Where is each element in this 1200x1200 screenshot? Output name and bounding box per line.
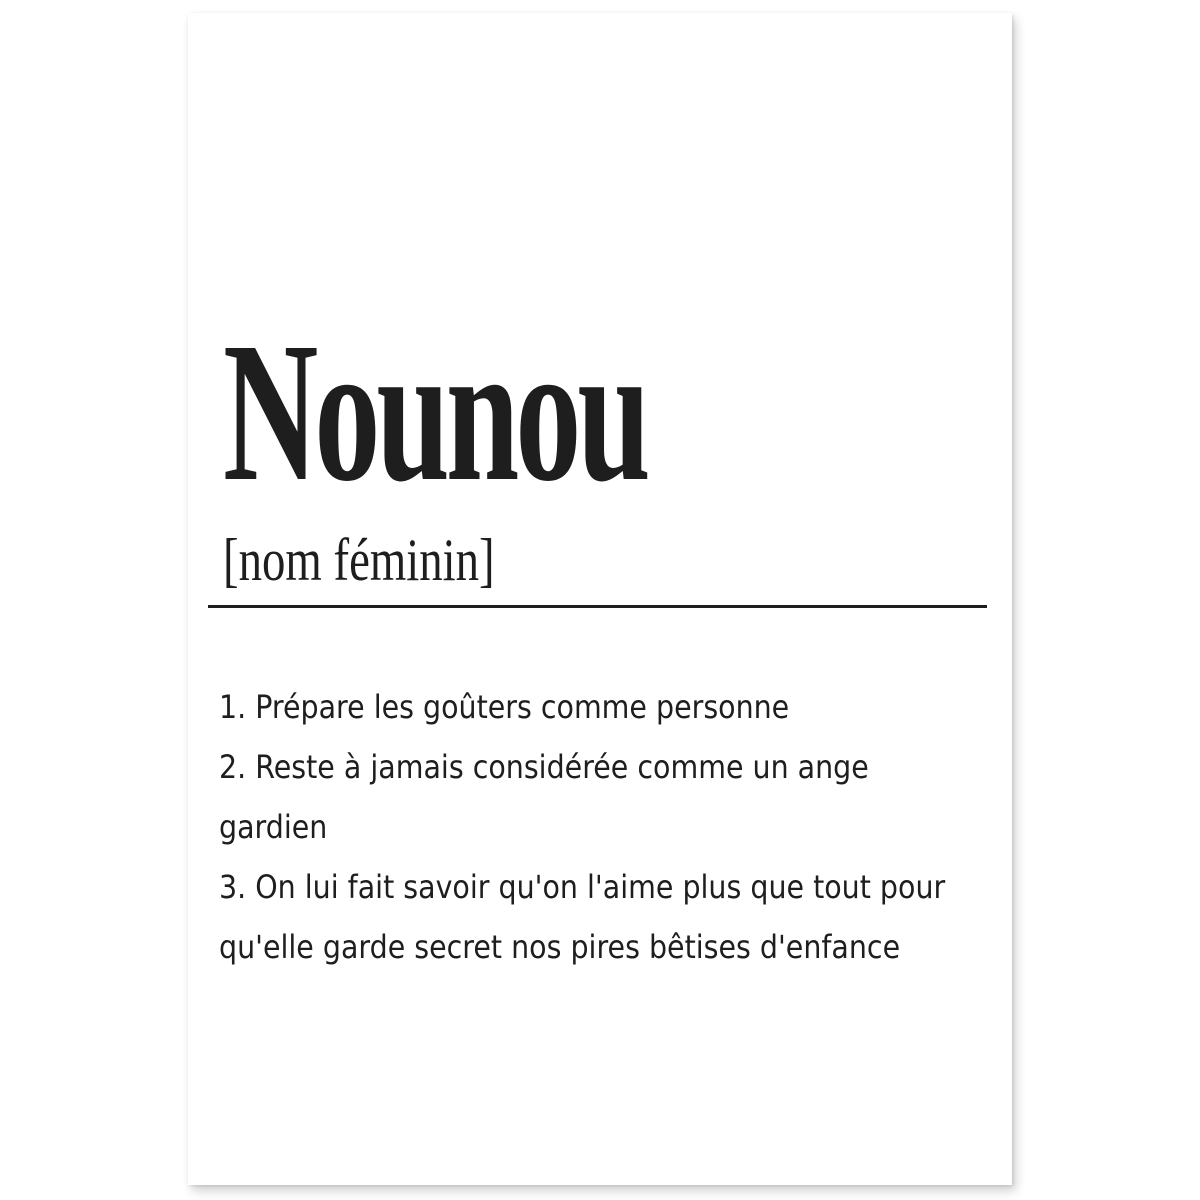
part-of-speech: [nom féminin] [223, 527, 495, 593]
definition-item: 3. On lui fait savoir qu'on l'aime plus que tout pour qu'elle garde secret nos pires bêtises d'enfance [219, 868, 946, 966]
definition-item: 1. Prépare les goûters comme personne [219, 688, 790, 726]
word-title: Nounou [223, 302, 647, 523]
definition-list [219, 677, 979, 977]
divider-line [208, 605, 987, 608]
definition-item: 2. Reste à jamais considérée comme un ange gardien [219, 748, 869, 846]
definition-poster [188, 13, 1012, 1185]
